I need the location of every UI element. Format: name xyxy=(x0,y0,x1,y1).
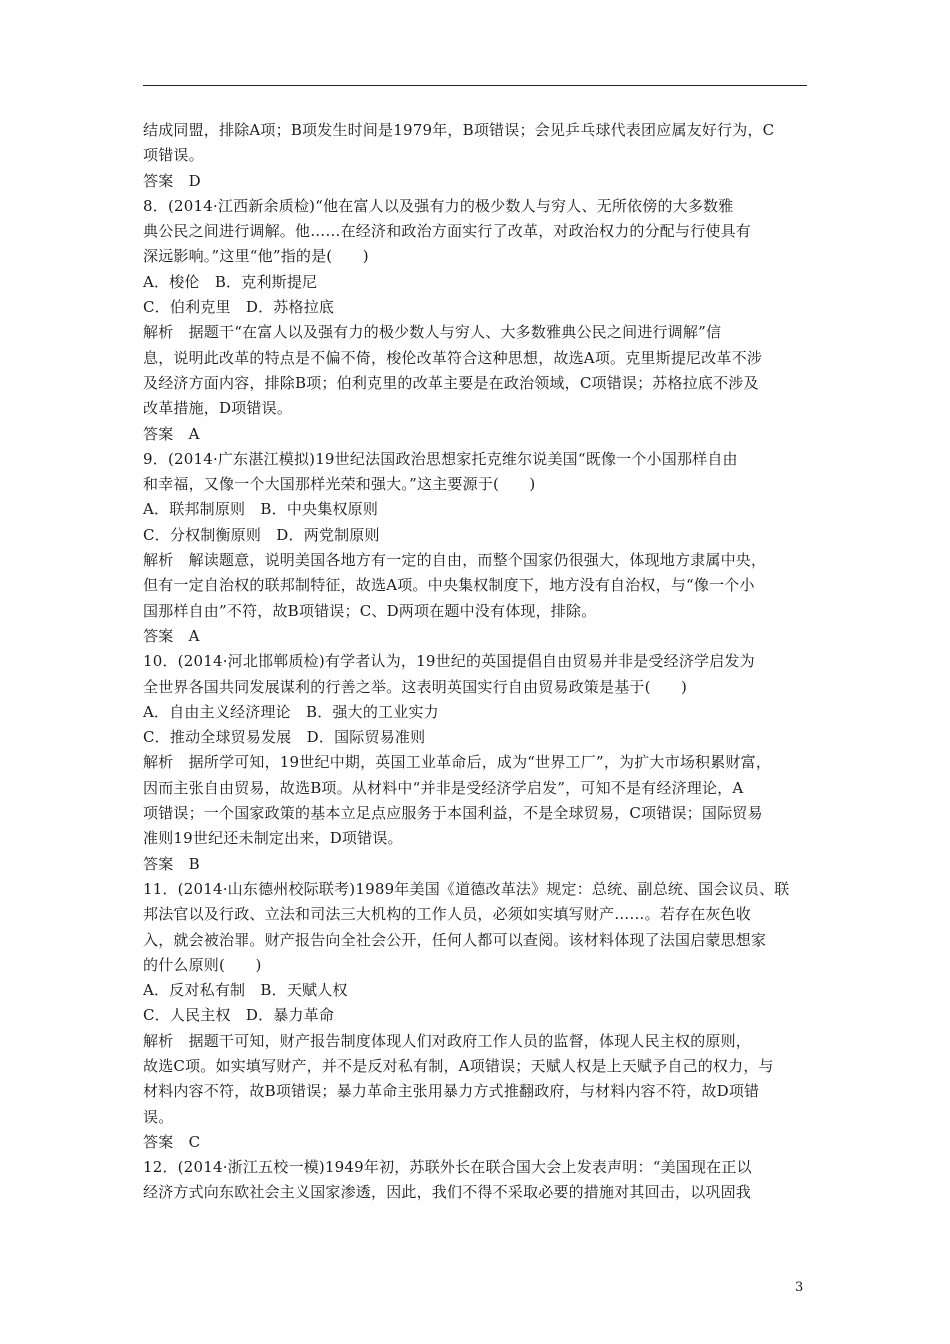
text-line: C．人民主权 D．暴力革命 xyxy=(143,1006,335,1025)
text-line: 误。 xyxy=(143,1107,174,1126)
text-line: 深远影响。”这里“他”指的是( ) xyxy=(143,247,369,266)
text-line: 改革措施，D项错误。 xyxy=(143,399,293,418)
text-line: 答案 A xyxy=(143,424,200,443)
text-line: A．梭伦 B．克利斯提尼 xyxy=(143,272,318,291)
text-line: 解析 解读题意，说明美国各地方有一定的自由，而整个国家仍很强大，体现地方隶属中央， xyxy=(143,551,767,570)
text-line: 材料内容不符，故B项错误；暴力革命主张用暴力方式推翻政府，与材料内容不符，故D项错 xyxy=(143,1082,760,1101)
text-line: C．伯利克里 D．苏格拉底 xyxy=(143,298,335,317)
text-line: A．联邦制原则 B．中央集权原则 xyxy=(143,500,379,519)
text-line: 但有一定自治权的联邦制特征，故选A项。中央集权制度下，地方没有自治权，与“像一个小 xyxy=(143,576,755,595)
text-line: 9．(2014·广东湛江模拟)19世纪法国政治思想家托克维尔说美国“既像一个小国那样自由 xyxy=(143,449,738,468)
text-line: 及经济方面内容，排除B项；伯利克里的改革主要是在政治领域，C项错误；苏格拉底不涉及 xyxy=(143,373,759,392)
text-line: 典公民之间进行调解。他……在经济和政治方面实行了改革，对政治权力的分配与行使具有 xyxy=(143,222,752,241)
text-line: 经济方式向东欧社会主义国家渗透，因此，我们不得不采取必要的措施对其回击，以巩固我 xyxy=(143,1183,752,1202)
text-line: 结成同盟，排除A项；B项发生时间是1979年，B项错误；会见乒乓球代表团应属友好行为，C xyxy=(143,121,775,139)
text-line: 入，就会被治罪。财产报告向全社会公开，任何人都可以查阅。该材料体现了法国启蒙思想家 xyxy=(143,930,767,949)
text-line: 国那样自由”不符，故B项错误；C、D两项在题中没有体现，排除。 xyxy=(143,601,597,620)
text-line: 解析 据题干“在富人以及强有力的极少数人与穷人、大多数雅典公民之间进行调解”信 xyxy=(143,323,722,342)
text-line: 全世界各国共同发展谋利的行善之举。这表明英国实行自由贸易政策是基于( ) xyxy=(143,677,688,696)
text-line: 邦法官以及行政、立法和司法三大机构的工作人员，必须如实填写财产……。若存在灰色收 xyxy=(143,905,752,924)
text-line: A．反对私有制 B．天赋人权 xyxy=(143,981,348,1000)
text-line: 答案 A xyxy=(143,626,200,645)
text-line: 答案 C xyxy=(143,1132,201,1151)
header-rule xyxy=(143,85,807,86)
text-line: 答案 B xyxy=(143,854,200,873)
text-line: 10．(2014·河北邯郸质检)有学者认为，19世纪的英国提倡自由贸易并非是受经济学启发为 xyxy=(143,652,755,671)
text-line: C．分权制衡原则 D．两党制原则 xyxy=(143,525,380,544)
text-line: A．自由主义经济理论 B．强大的工业实力 xyxy=(143,702,439,721)
text-line: 息，说明此改革的特点是不偏不倚，梭伦改革符合这种思想，故选A项。克里斯提尼改革不涉 xyxy=(143,348,763,367)
text-line: 因而主张自由贸易，故选B项。从材料中“并非是受经济学启发”，可知不是有经济理论，A xyxy=(143,778,744,797)
text-line: 12．(2014·浙江五校一模)1949年初，苏联外长在联合国大会上发表声明：“美国现在正以 xyxy=(143,1158,752,1177)
text-line: 解析 据题干可知，财产报告制度体现人们对政府工作人员的监督，体现人民主权的原则， xyxy=(143,1031,752,1050)
text-line: 的什么原则( ) xyxy=(143,955,262,974)
document-body xyxy=(143,118,807,1206)
text-line: 8．(2014·江西新余质检)“他在富人以及强有力的极少数人与穷人、无所依傍的大多数雅 xyxy=(143,196,734,215)
text-line: 项错误；一个国家政策的基本立足点应服务于本国利益，不是全球贸易，C项错误；国际贸易 xyxy=(143,804,763,823)
text-line: 和幸福，又像一个大国那样光荣和强大。”这主要源于( ) xyxy=(143,475,536,494)
text-line: 故选C项。如实填写财产，并不是反对私有制，A项错误；天赋人权是上天赋予自己的权力，与 xyxy=(143,1056,774,1075)
page-number: 3 xyxy=(795,1280,804,1295)
text-line: 答案 D xyxy=(143,171,201,190)
text-line: 解析 据所学可知，19世纪中期，英国工业革命后，成为“世界工厂”，为扩大市场积累财富， xyxy=(143,753,772,772)
text-line: 项错误。 xyxy=(143,146,204,165)
text-line: C．推动全球贸易发展 D．国际贸易准则 xyxy=(143,728,426,747)
text-line: 11．(2014·山东德州校际联考)1989年美国《道德改革法》规定：总统、副总统、国会议员、联 xyxy=(143,879,790,898)
text-line: 准则19世纪还未制定出来，D项错误。 xyxy=(143,829,403,848)
